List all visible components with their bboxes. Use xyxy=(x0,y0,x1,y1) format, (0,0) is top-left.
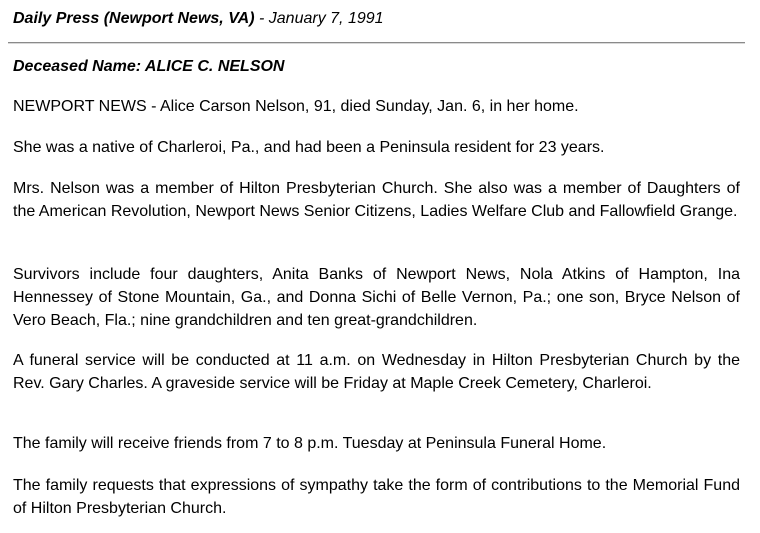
publication-date: January 7, 1991 xyxy=(268,10,384,27)
obituary-paragraph-6: The family will receive friends from 7 to 8 p.m. Tuesday at Peninsula Funeral Home. xyxy=(13,435,607,452)
obituary-paragraph-1: NEWPORT NEWS - Alice Carson Nelson, 91, died Sunday, Jan. 6, in her home. xyxy=(13,98,579,115)
header-separator: - xyxy=(254,10,269,27)
publication-name: Daily Press (Newport News, VA) xyxy=(13,10,255,27)
document-header xyxy=(13,10,384,28)
deceased-name: Deceased Name: ALICE C. NELSON xyxy=(13,58,285,75)
obituary-paragraph-4: Survivors include four daughters, Anita Banks of Newport News, Nola Atkins of Hampton, Ina Hennessey of Stone Mountain, Ga., and Donna Sichi of Belle Vernon, Pa.; one son, Bryce Nelson of Vero Beach, Fla.; nine grandchildren and ten great-grandchildren. xyxy=(13,266,740,329)
obituary-paragraph-3: Mrs. Nelson was a member of Hilton Presbyterian Church. She also was a member of Daughters of the American Revolution, Newport News Senior Citizens, Ladies Welfare Club and Fallowfield Grange. xyxy=(13,180,740,220)
obituary-paragraph-5: A funeral service will be conducted at 11 a.m. on Wednesday in Hilton Presbyterian Church by the Rev. Gary Charles. A graveside service will be Friday at Maple Creek Cemetery, Charleroi. xyxy=(13,352,740,392)
obituary-paragraph-7: The family requests that expressions of sympathy take the form of contributions to the Memorial Fund of Hilton Presbyterian Church. xyxy=(13,477,740,517)
header-divider xyxy=(8,42,745,44)
obituary-paragraph-2: She was a native of Charleroi, Pa., and had been a Peninsula resident for 23 years. xyxy=(13,139,605,156)
